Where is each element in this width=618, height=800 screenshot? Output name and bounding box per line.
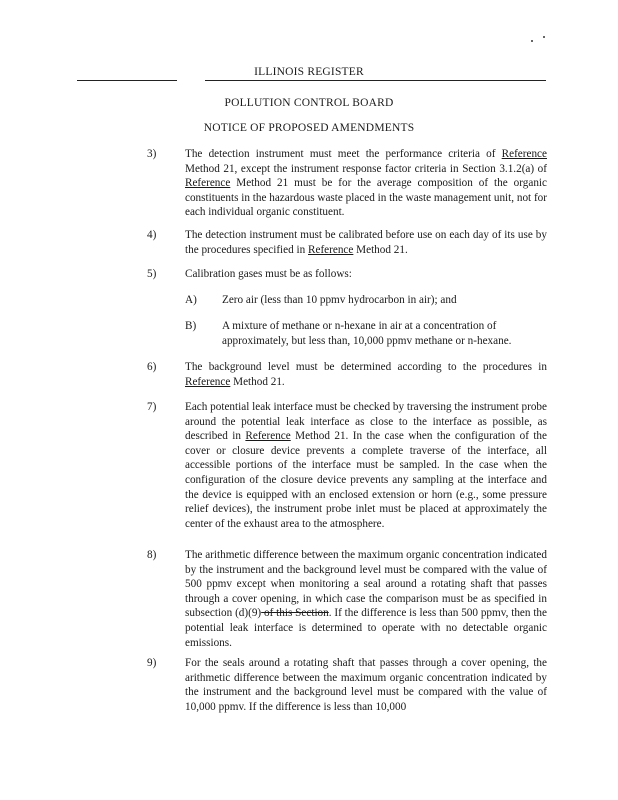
amended-term: Reference <box>185 177 231 190</box>
scan-speck <box>543 36 545 38</box>
register-title: ILLINOIS REGISTER <box>254 66 364 78</box>
item-number: 4) <box>147 229 157 241</box>
amended-term: Reference <box>245 430 291 443</box>
item-text: Calibration gases must be as follows: <box>185 268 352 280</box>
list-item <box>147 147 547 220</box>
sub-item-text: Zero air (less than 10 ppmv hydrocarbon in air); and <box>222 294 457 306</box>
header-rule-left <box>77 80 177 81</box>
item-number: 7) <box>147 401 157 413</box>
header-rule-right <box>205 80 546 81</box>
item-text: Each potential leak interface must be checked by traversing the instrument probe around the potential leak interface as close to the interface as possible, as described in Reference Method 21. In the case when the configuration of the cover or closure device prevents a complete traverse of the interface, all accessible portions of the interface must be sampled. In the case when the configuration of the closure device prevents any sampling at the interface and the device is equipped with an enclosed extension or horn (e.g., some pressure relief devices), the instrument probe inlet must be placed at approximately the center of the exhaust area to the atmosphere. <box>185 401 547 530</box>
scan-speck <box>531 40 533 42</box>
item-text: The arithmetic difference between the maximum organic concentration indicated by the instrument and the background level must be compared with the value of 500 ppmv except when monitoring a seal around a rotating shaft that passes through a cover opening, in which case the comparison must be as specified in subsection (d)(9) of this Section. If the difference is less than 500 ppmv, then the potential leak interface is determined to operate with no detectable organic emissions. <box>185 549 547 649</box>
notice-title: NOTICE OF PROPOSED AMENDMENTS <box>203 122 415 134</box>
deleted-text: of this Section <box>261 607 329 620</box>
item-number: 9) <box>147 657 157 669</box>
list-item <box>147 400 547 531</box>
sub-item-number: B) <box>185 320 197 332</box>
item-number: 3) <box>147 148 157 160</box>
item-number: 8) <box>147 549 157 561</box>
item-text: For the seals around a rotating shaft that passes through a cover opening, the arithmetic difference between the maximum organic concentration indicated by the instrument and the background level must be compared with the value of 10,000 ppmv. If the difference is less than 10,000 <box>185 657 547 713</box>
list-item <box>147 228 547 257</box>
list-item <box>147 548 547 650</box>
amended-term: Reference <box>308 243 354 256</box>
amended-term: Reference <box>501 148 547 160</box>
item-number: 6) <box>147 361 157 373</box>
sub-item-text: A mixture of methane or n-hexane in air at a concentration of approximately, but less than, 10,000 ppmv methane or n-hexane. <box>222 320 512 347</box>
list-item <box>147 656 547 714</box>
item-text: The detection instrument must meet the performance criteria of Reference Method 21, except the instrument response factor criteria in Section 3.1.2(a) of Reference Method 21 must be for the average composition of the organic constituents in the hazardous waste placed in the waste management unit, not for each individual organic constituent. <box>185 148 547 219</box>
list-item <box>147 267 547 282</box>
item-text: The detection instrument must be calibrated before use on each day of its use by the procedures specified in Reference Method 21. <box>185 229 547 256</box>
sub-item <box>185 293 545 308</box>
item-number: 5) <box>147 268 157 280</box>
amended-term: Reference <box>185 375 231 388</box>
sub-item <box>185 319 545 348</box>
list-item <box>147 360 547 389</box>
board-title: POLLUTION CONTROL BOARD <box>224 97 394 109</box>
item-text: The background level must be determined according to the procedures in Reference Method 21. <box>185 361 547 388</box>
sub-item-number: A) <box>185 294 197 306</box>
